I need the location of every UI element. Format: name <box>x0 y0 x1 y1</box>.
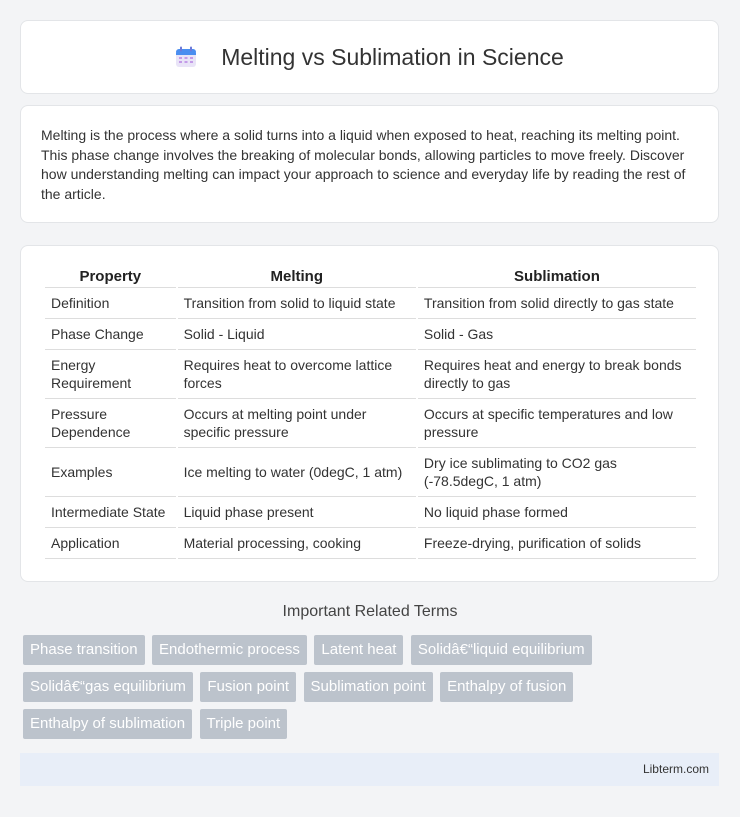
table-row <box>45 399 696 448</box>
related-term-tag[interactable]: Fusion point <box>200 672 296 702</box>
intro-text: Melting is the process where a solid turns into a liquid when exposed to heat, reaching its melting point. This phase change involves the breaking of molecular bonds, allowing particles to move freely. Discover how understanding melting can impact your approach to science and everyday life by reading the rest of the article. <box>41 127 686 202</box>
page-header <box>20 20 719 94</box>
related-term-tag[interactable]: Solidâ€“liquid equilibrium <box>411 635 592 665</box>
table-row <box>45 288 696 319</box>
related-term-tag[interactable]: Sublimation point <box>304 672 433 702</box>
related-terms-title: Important Related Terms <box>282 603 458 620</box>
table-row <box>45 350 696 399</box>
related-term-tag[interactable]: Endothermic process <box>152 635 307 665</box>
related-term-tag[interactable]: Enthalpy of fusion <box>440 672 573 702</box>
table-cell: Liquid phase present <box>178 497 416 528</box>
table-cell: Occurs at melting point under specific pressure <box>178 399 416 448</box>
table-cell: Intermediate State <box>45 497 176 528</box>
table-cell: Requires heat to overcome lattice forces <box>178 350 416 399</box>
table-cell: Material processing, cooking <box>178 528 416 559</box>
table-cell: Requires heat and energy to break bonds directly to gas <box>418 350 696 399</box>
table-cell: Occurs at specific temperatures and low pressure <box>418 399 696 448</box>
table-cell: Definition <box>45 288 176 319</box>
table-cell: Freeze-drying, purification of solids <box>418 528 696 559</box>
table-cell: Solid - Liquid <box>178 319 416 350</box>
intro-card <box>20 105 719 223</box>
comparison-card <box>20 245 719 582</box>
table-cell: Application <box>45 528 176 559</box>
table-row <box>45 497 696 528</box>
table-cell: Solid - Gas <box>418 319 696 350</box>
related-term-tag[interactable]: Phase transition <box>23 635 145 665</box>
comparison-table <box>43 268 698 559</box>
table-row <box>45 448 696 497</box>
related-term-tag[interactable]: Triple point <box>200 709 288 739</box>
table-header-row <box>45 268 696 288</box>
header-property: Property <box>45 268 176 288</box>
page-title: Melting vs Sublimation in Science <box>221 43 564 70</box>
table-cell: Phase Change <box>45 319 176 350</box>
table-cell: Transition from solid to liquid state <box>178 288 416 319</box>
table-cell: Pressure Dependence <box>45 399 176 448</box>
calendar-icon <box>175 46 197 68</box>
header-sublimation: Sublimation <box>418 268 696 288</box>
table-cell: Ice melting to water (0degC, 1 atm) <box>178 448 416 497</box>
header-melting: Melting <box>178 268 416 288</box>
related-terms-list <box>23 635 713 746</box>
footer <box>20 753 719 786</box>
table-cell: Examples <box>45 448 176 497</box>
related-term-tag[interactable]: Latent heat <box>314 635 403 665</box>
table-row <box>45 528 696 559</box>
table-cell: No liquid phase formed <box>418 497 696 528</box>
table-row <box>45 319 696 350</box>
related-term-tag[interactable]: Solidâ€“gas equilibrium <box>23 672 193 702</box>
table-cell: Transition from solid directly to gas state <box>418 288 696 319</box>
footer-site-link[interactable]: Libterm.com <box>642 762 709 776</box>
related-term-tag[interactable]: Enthalpy of sublimation <box>23 709 192 739</box>
table-cell: Energy Requirement <box>45 350 176 399</box>
table-cell: Dry ice sublimating to CO2 gas (-78.5degC, 1 atm) <box>418 448 696 497</box>
